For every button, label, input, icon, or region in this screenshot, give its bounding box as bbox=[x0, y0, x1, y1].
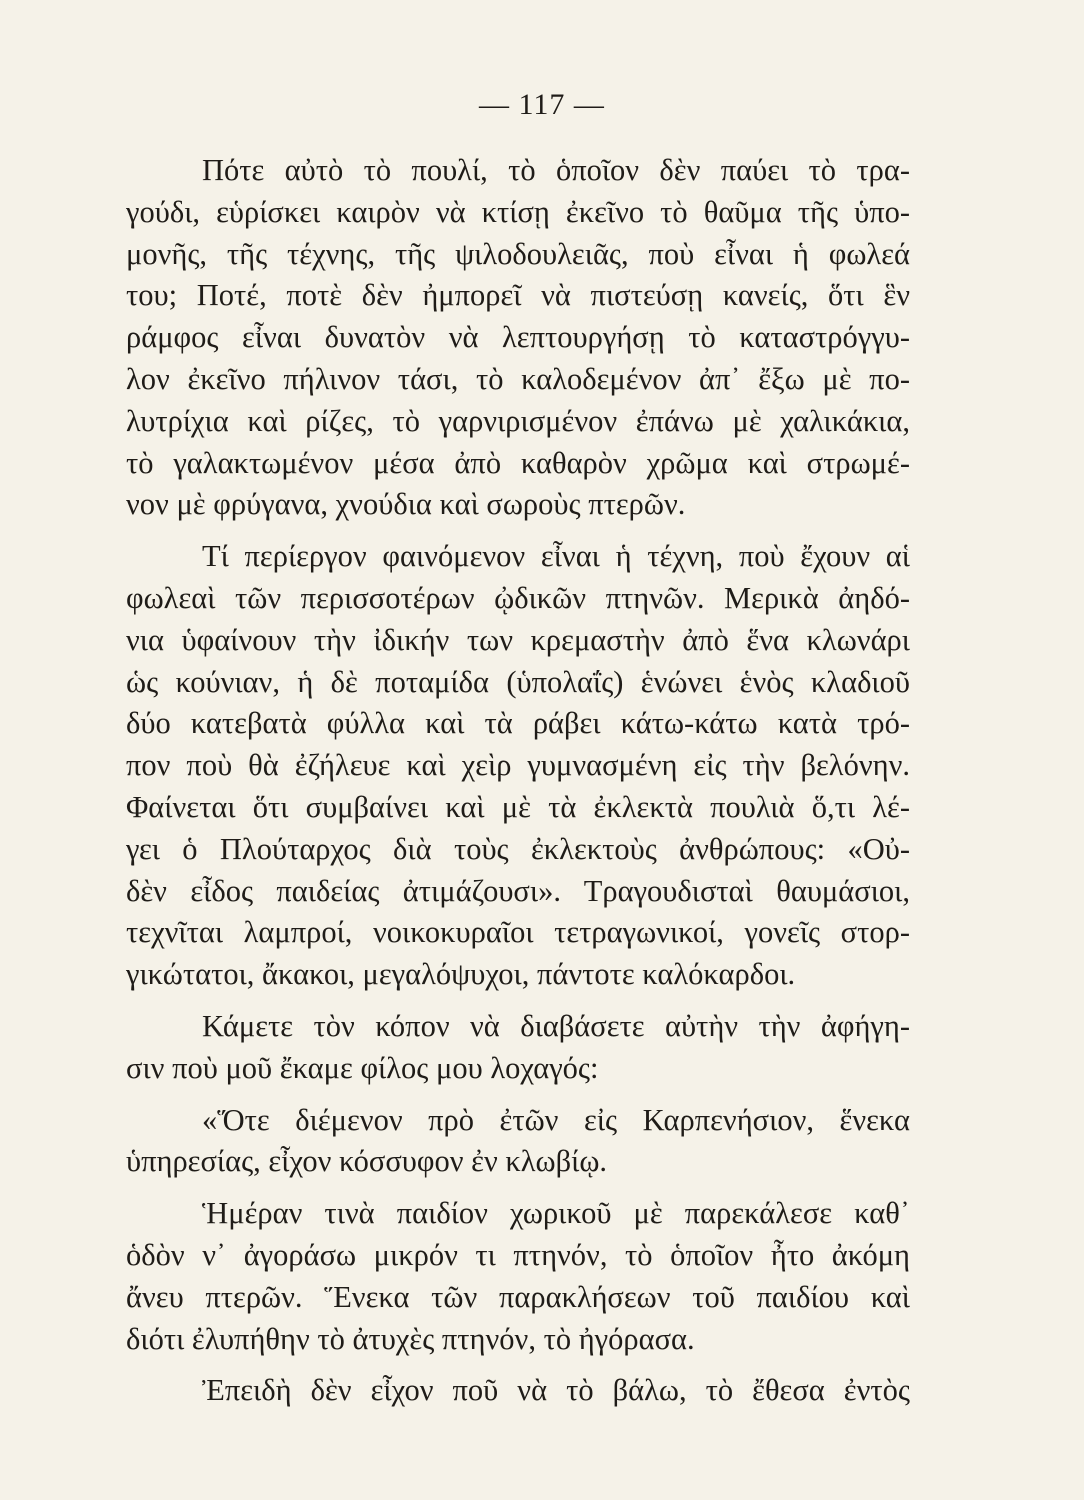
text-line: του; Ποτέ, ποτὲ δὲν ἠμπορεῖ νὰ πιστεύσῃ κανείς, ὅτι ἓν bbox=[126, 278, 910, 313]
paragraph-6 bbox=[126, 1370, 910, 1412]
text-line: ράμφος εἶναι δυνατὸν νὰ λεπτουργήσῃ τὸ καταστρόγγυ- bbox=[126, 320, 910, 355]
paragraph-2 bbox=[126, 536, 910, 996]
text-line: ὁδὸν ν᾽ ἀγοράσω μικρόν τι πτηνόν, τὸ ὁποῖον ἦτο ἀκόμη bbox=[126, 1237, 910, 1272]
text-line: Κάμετε τὸν κόπον νὰ διαβάσετε αὐτὴν τὴν ἀφήγη- bbox=[202, 1008, 910, 1043]
text-line: λον ἐκεῖνο πήλινον τάσι, τὸ καλοδεμένον ἀπ᾽ ἔξω μὲ πο- bbox=[126, 361, 910, 396]
text-line: ὑπηρεσίας, εἶχον κόσσυφον ἐν κλωβίῳ. bbox=[126, 1144, 608, 1179]
paragraph-4 bbox=[126, 1100, 910, 1184]
text-line: μονῆς, τῆς τέχνης, τῆς ψιλοδουλειᾶς, ποὺ εἶναι ἡ φωλεά bbox=[126, 236, 910, 271]
text-line: δὲν εἶδος παιδείας ἀτιμάζουσι». Τραγουδισταὶ θαυμάσιοι, bbox=[126, 873, 910, 908]
text-line: σιν ποὺ μοῦ ἔκαμε φίλος μου λοχαγός: bbox=[126, 1050, 599, 1085]
text-line: νον μὲ φρύγανα, χνούδια καὶ σωροὺς πτερῶν. bbox=[126, 487, 686, 522]
text-line: Ἡμέραν τινὰ παιδίον χωρικοῦ μὲ παρεκάλεσε καθ᾽ bbox=[202, 1196, 910, 1231]
text-line: Φαίνεται ὅτι συμβαίνει καὶ μὲ τὰ ἐκλεκτὰ πουλιὰ ὅ,τι λέ- bbox=[126, 789, 910, 824]
text-line: «Ὅτε διέμενον πρὸ ἐτῶν εἰς Καρπενήσιον, ἕνεκα bbox=[202, 1102, 910, 1137]
text-line: γικώτατοι, ἄκακοι, μεγαλόψυχοι, πάντοτε καλόκαρδοι. bbox=[126, 957, 796, 992]
text-line: νια ὑφαίνουν τὴν ἰδικήν των κρεμαστὴν ἀπὸ ἕνα κλωνάρι bbox=[126, 622, 910, 657]
paragraph-5 bbox=[126, 1193, 910, 1360]
text-line: ἄνευ πτερῶν. Ἕνεκα τῶν παρακλήσεων τοῦ παιδίου καὶ bbox=[126, 1279, 910, 1314]
text-line: τὸ γαλακτωμένον μέσα ἀπὸ καθαρὸν χρῶμα καὶ στρωμέ- bbox=[126, 445, 910, 480]
text-line: διότι ἐλυπήθην τὸ ἀτυχὲς πτηνόν, τὸ ἠγόρασα. bbox=[126, 1321, 695, 1356]
text-line: Ἐπειδὴ δὲν εἶχον ποῦ νὰ τὸ βάλω, τὸ ἔθεσα ἐντὸς bbox=[202, 1373, 910, 1408]
text-line: Πότε αὐτὸ τὸ πουλί, τὸ ὁποῖον δὲν παύει τὸ τρα- bbox=[202, 153, 910, 187]
text-line: γει ὁ Πλούταρχος διὰ τοὺς ἐκλεκτοὺς ἀνθρώπους: «Οὐ- bbox=[126, 831, 910, 866]
text-line: πον ποὺ θὰ ἐζήλευε καὶ χεὶρ γυμνασμένη εἰς τὴν βελόνην. bbox=[126, 748, 910, 783]
text-line: ὡς κούνιαν, ἡ δὲ ποταμίδα (ὑπολαΐς) ἑνώνει ἑνὸς κλαδιοῦ bbox=[126, 664, 910, 699]
text-line: λυτρίχια καὶ ρίζες, τὸ γαρνιρισμένον ἐπάνω μὲ χαλικάκια, bbox=[126, 403, 910, 438]
text-line: φωλεαὶ τῶν περισσοτέρων ᾠδικῶν πτηνῶν. Μερικὰ ἀηδό- bbox=[126, 580, 910, 615]
text-line: Τί περίεργον φαινόμενον εἶναι ἡ τέχνη, ποὺ ἔχουν αἱ bbox=[202, 539, 910, 574]
text-line: τεχνῖται λαμπροί, νοικοκυραῖοι τετραγωνικοί, γονεῖς στορ- bbox=[126, 915, 910, 950]
text-line: δύο κατεβατὰ φύλλα καὶ τὰ ράβει κάτω-κάτω κατὰ τρό- bbox=[126, 706, 910, 741]
paragraph-1 bbox=[126, 150, 910, 526]
page-number-header: — 117 — bbox=[479, 88, 605, 121]
body-text bbox=[126, 150, 910, 1412]
text-line: γούδι, εὑρίσκει καιρὸν νὰ κτίσῃ ἐκεῖνο τὸ θαῦμα τῆς ὑπο- bbox=[126, 194, 910, 229]
paragraph-3 bbox=[126, 1006, 910, 1090]
